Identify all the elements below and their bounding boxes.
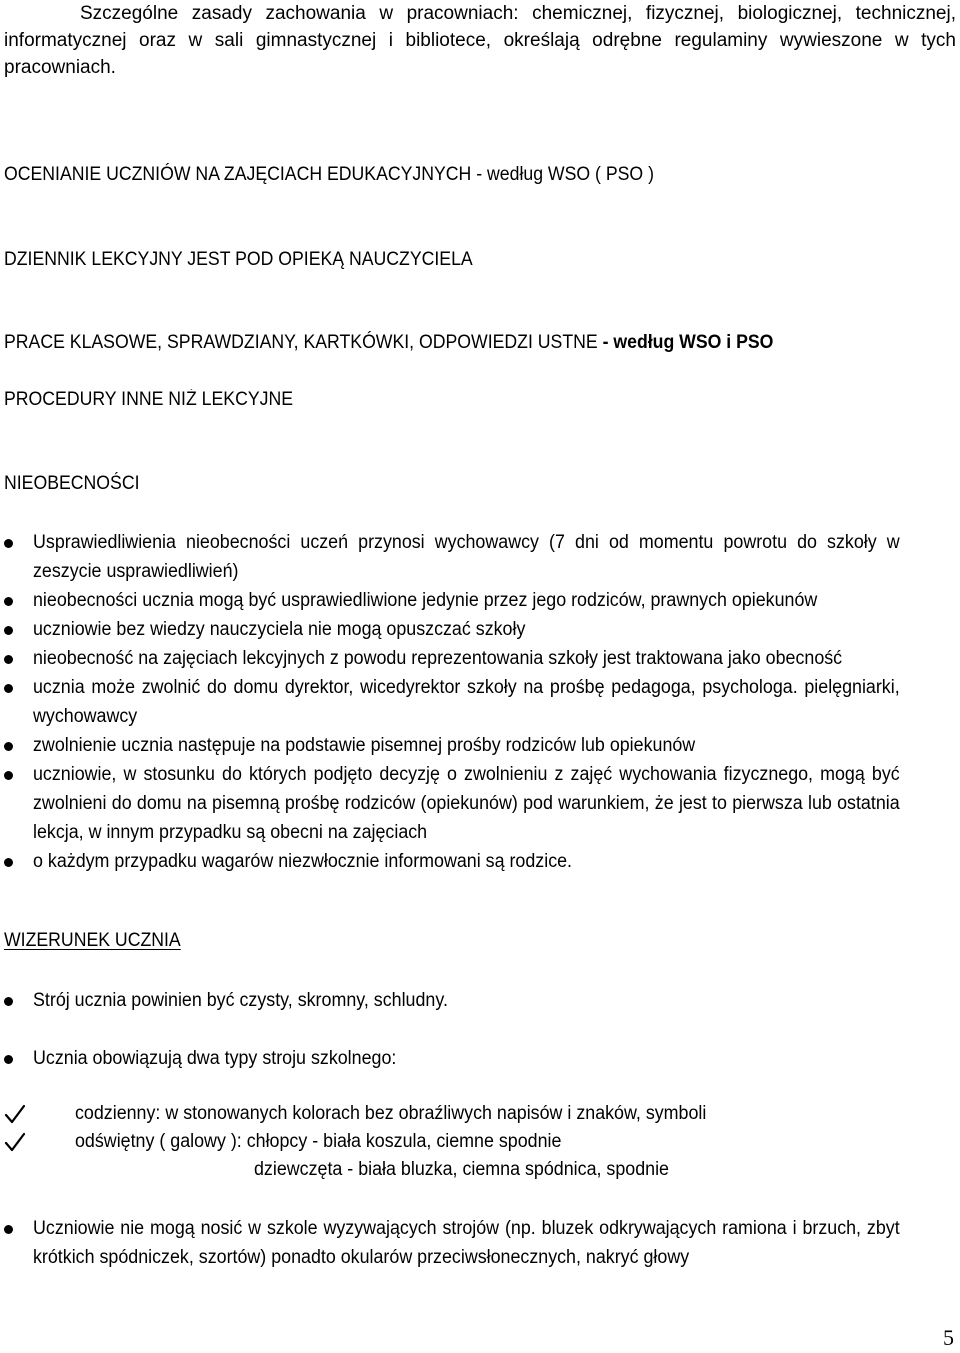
image-list-types [0, 1044, 960, 1073]
heading-grading [4, 164, 654, 186]
absences-list [0, 528, 960, 876]
page-number: 5 [943, 1325, 954, 1350]
heading-grading-main: OCENIANIE UCZNIÓW NA ZAJĘCIACH EDUKACYJNYCH [4, 164, 472, 185]
list-item: odświętny ( galowy ): chłopcy - biała koszula, ciemne spodnie [0, 1128, 747, 1156]
list-item: Strój ucznia powinien być czysty, skromny, schludny. [0, 986, 955, 1015]
list-item: Ucznia obowiązują dwa typy stroju szkolnego: [0, 1044, 955, 1073]
list-item: uczniowie, w stosunku do których podjęto decyzję o zwolnieniu z zajęć wychowania fizycznego, mogą być zwolnieni do domu na pisemną prośbę rodziców (opiekunów) pod warunkiem, że jest to pierwsza lub ostatnia lekcja, w innym przypadku są obecni na zajęciach [0, 760, 955, 847]
list-item: uczniowie bez wiedzy nauczyciela nie mogą opuszczać szkoły [0, 615, 955, 644]
intro-paragraph: Szczególne zasady zachowania w pracowniach: chemicznej, fizycznej, biologicznej, technicznej, informatycznej oraz w sali gimnastycznej i bibliotece, określają odrębne regulaminy wywieszone w tych pracowniach. [4, 3, 956, 78]
list-item: nieobecności ucznia mogą być usprawiedliwione jedynie przez jego rodziców, prawnych opiekunów [0, 586, 955, 615]
list-item: Usprawiedliwienia nieobecności uczeń przynosi wychowawcy (7 dni od momentu powrotu do szkoły w zeszycie usprawiedliwień) [0, 528, 955, 586]
heading-procedures: PROCEDURY INNE NIŻ LEKCYJNE [4, 389, 294, 410]
image-list-forbidden [0, 1214, 960, 1272]
heading-absences: NIEOBECNOŚCI [4, 473, 140, 494]
bullet-icon [4, 684, 13, 693]
bullet-icon [4, 858, 13, 867]
bullet-icon [4, 655, 13, 664]
checkmark-icon [4, 1131, 26, 1153]
heading-tests-main: PRACE KLASOWE, SPRAWDZIANY, KARTKÓWKI, ODPOWIEDZI USTNE [4, 332, 598, 353]
heading-tests [4, 332, 773, 354]
bullet-icon [4, 997, 13, 1006]
bullet-icon [4, 742, 13, 751]
bullet-icon [4, 1225, 13, 1234]
list-item: codzienny: w stonowanych kolorach bez obraźliwych napisów i znaków, symboli [0, 1100, 747, 1128]
heading-grading-suffix: - według WSO ( PSO ) [471, 164, 654, 185]
list-item: ucznia może zwolnić do domu dyrektor, wicedyrektor szkoły na prośbę pedagoga, psychologa. pielęgniarki, wychowawcy [0, 673, 955, 731]
checkmark-icon [4, 1103, 26, 1125]
bullet-icon [4, 539, 13, 548]
image-list-clean [0, 986, 960, 1015]
formal-girls-line: dziewczęta - biała bluzka, ciemna spódnica, spodnie [254, 1159, 669, 1180]
bullet-icon [4, 597, 13, 606]
list-item: o każdym przypadku wagarów niezwłocznie informowani są rodzice. [0, 847, 955, 876]
bullet-icon [4, 1055, 13, 1064]
uniform-types-list [0, 1100, 747, 1156]
bullet-icon [4, 626, 13, 635]
heading-image: WIZERUNEK UCZNIA [4, 930, 181, 951]
list-item: nieobecność na zajęciach lekcyjnych z powodu reprezentowania szkoły jest traktowana jako obecność [0, 644, 955, 673]
list-item: Uczniowie nie mogą nosić w szkole wyzywających strojów (np. bluzek odkrywających ramiona i brzuch, zbyt krótkich spódniczek, szortów) ponadto okularów przeciwsłonecznych, nakryć głowy [0, 1214, 955, 1272]
heading-tests-suffix: - według WSO i PSO [597, 332, 774, 353]
bullet-icon [4, 771, 13, 780]
heading-journal: DZIENNIK LEKCYJNY JEST POD OPIEKĄ NAUCZYCIELA [4, 249, 473, 270]
list-item: zwolnienie ucznia następuje na podstawie pisemnej prośby rodziców lub opiekunów [0, 731, 955, 760]
